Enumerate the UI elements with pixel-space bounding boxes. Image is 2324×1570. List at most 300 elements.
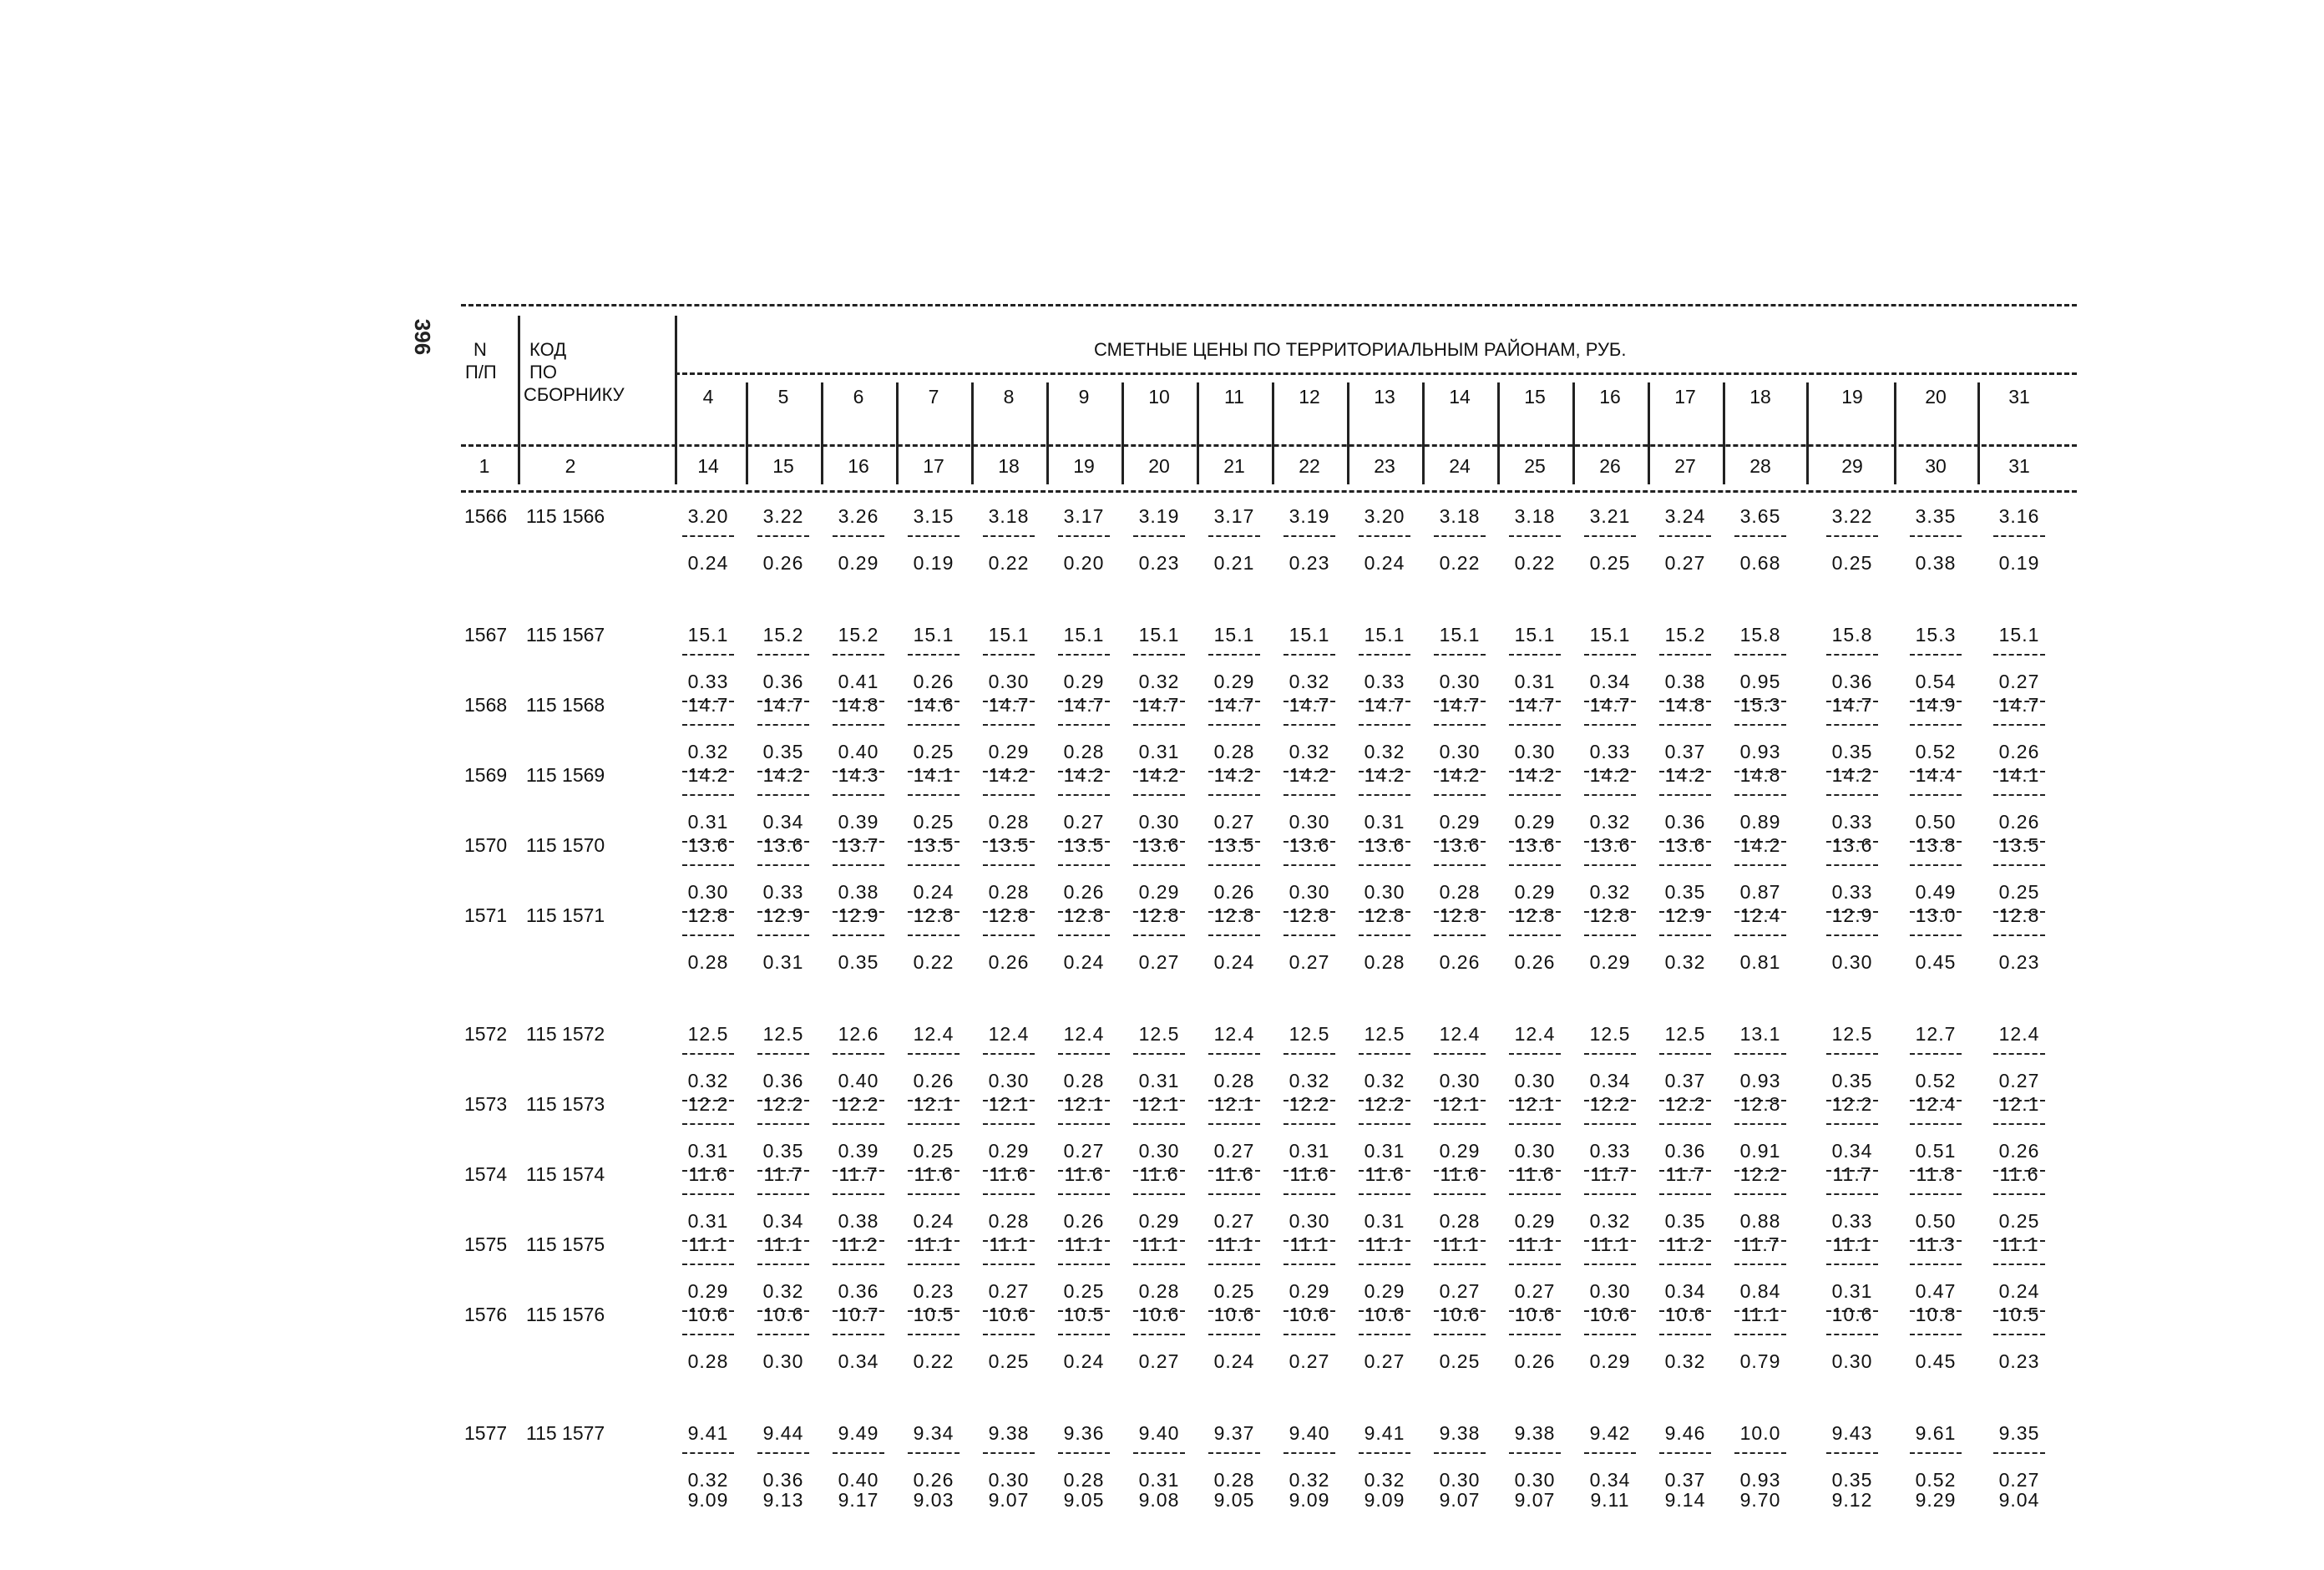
price-value: 15.3: [1915, 624, 1957, 646]
price-value: 13.0: [1915, 904, 1957, 926]
fraction-rule: [908, 1334, 959, 1335]
fraction-rule: [682, 1053, 734, 1055]
district-column-number: 15: [1524, 386, 1546, 408]
price-sub-value: 0.31: [1364, 1210, 1405, 1232]
price-sub-value: 0.29: [1063, 671, 1105, 692]
price-value: 3.18: [988, 505, 1030, 527]
district-column-number: 11: [1224, 386, 1244, 408]
fraction-rule: [1284, 654, 1335, 656]
row-code: 115 1567: [526, 624, 605, 646]
price-sub-value: 0.27: [1998, 671, 2040, 692]
fraction-rule: [1826, 794, 1878, 796]
price-sub-value: 0.27: [1063, 1140, 1105, 1162]
district-col-divider: [1422, 382, 1425, 484]
price-sub-value: 0.24: [1998, 1280, 2040, 1302]
price-value: 12.6: [838, 1023, 879, 1045]
district-col-divider: [896, 382, 899, 484]
fraction-rule: [983, 654, 1035, 656]
fraction-rule: [1434, 654, 1486, 656]
title-under-rule: [675, 372, 2077, 375]
fraction-rule: [908, 864, 959, 866]
price-sub-value: 0.93: [1739, 1070, 1781, 1091]
district-column-number: 19: [1841, 386, 1863, 408]
fraction-rule: [1509, 1264, 1561, 1265]
price-value: 12.9: [838, 904, 879, 926]
fraction-rule: [1910, 1452, 1962, 1454]
price-sub-value: 0.38: [838, 1210, 879, 1232]
fraction-rule: [1659, 1452, 1711, 1454]
price-sub-value: 0.36: [1664, 811, 1706, 833]
price-sub-value: 0.24: [687, 552, 729, 574]
price-value: 12.7: [1915, 1023, 1957, 1045]
price-sub-value: 0.28: [988, 1210, 1030, 1232]
price-value: 9.46: [1664, 1422, 1706, 1444]
fraction-rule: [1584, 654, 1636, 656]
price-sub-value: 0.25: [1831, 552, 1873, 574]
fraction-rule: [1359, 1053, 1410, 1055]
fraction-rule: [1910, 1053, 1962, 1055]
fraction-rule: [1910, 794, 1962, 796]
price-value: 15.1: [1364, 624, 1405, 646]
fraction-rule: [1058, 1193, 1110, 1195]
price-value: 11.1: [914, 1233, 954, 1255]
index-column-number: 30: [1925, 455, 1947, 477]
fraction-rule: [1284, 1264, 1335, 1265]
price-value: 15.1: [1998, 624, 2040, 646]
fraction-rule: [983, 535, 1035, 537]
price-sub-value: 0.30: [988, 1469, 1030, 1491]
price-sub-value: 0.28: [1439, 881, 1481, 903]
price-value: 3.24: [1664, 505, 1706, 527]
price-sub-value: 0.30: [1364, 881, 1405, 903]
fraction-rule: [1133, 535, 1185, 537]
price-sub-value: 0.28: [687, 951, 729, 973]
index-column-number: 16: [848, 455, 869, 477]
district-col-divider: [1806, 382, 1809, 484]
price-value: 12.4: [1213, 1023, 1255, 1045]
price-value: 12.2: [1831, 1093, 1873, 1115]
price-value: 12.5: [762, 1023, 804, 1045]
price-sub-value: 0.29: [1138, 1210, 1180, 1232]
price-sub-value: 0.27: [1998, 1469, 2040, 1491]
index-row-rule: [461, 444, 2077, 447]
price-sub-value: 0.32: [1364, 1469, 1405, 1491]
fraction-rule: [1133, 934, 1185, 936]
fraction-rule: [983, 1452, 1035, 1454]
price-value: 10.6: [1831, 1304, 1873, 1325]
fraction-rule: [1359, 864, 1410, 866]
price-value: 12.9: [1664, 904, 1706, 926]
price-sub-value: 0.31: [1364, 811, 1405, 833]
price-sub-value: 0.36: [762, 1070, 804, 1091]
price-value: 11.2: [838, 1233, 878, 1255]
price-sub-value: 0.28: [1063, 741, 1105, 762]
district-column-number: 8: [1003, 386, 1015, 408]
price-value: 3.26: [838, 505, 879, 527]
price-value: 14.7: [1998, 694, 2040, 716]
price-sub-value: 0.31: [1831, 1280, 1873, 1302]
fraction-rule: [1910, 934, 1962, 936]
fraction-rule: [1133, 1053, 1185, 1055]
price-value: 15.1: [687, 624, 729, 646]
fraction-rule: [1359, 654, 1410, 656]
price-sub-value: 0.32: [1138, 671, 1180, 692]
fraction-rule: [682, 1452, 734, 1454]
row-code: 115 1566: [526, 505, 605, 527]
fraction-rule: [1359, 1452, 1410, 1454]
price-value: 10.5: [1063, 1304, 1105, 1325]
index-column-number: 28: [1749, 455, 1771, 477]
price-value: 14.2: [687, 764, 729, 786]
price-sub-value: 0.25: [1998, 881, 2040, 903]
district-column-number: 4: [702, 386, 714, 408]
price-sub-value: 0.30: [1439, 671, 1481, 692]
price-value: 15.1: [1138, 624, 1180, 646]
fraction-rule: [1058, 1123, 1110, 1125]
price-value: 13.6: [1364, 834, 1405, 856]
fraction-rule: [1584, 1452, 1636, 1454]
price-sub-value: 0.34: [1589, 1070, 1631, 1091]
price-sub-value: 0.28: [1364, 951, 1405, 973]
price-value: 9.37: [1213, 1422, 1255, 1444]
price-sub-value: 0.27: [1213, 1210, 1255, 1232]
price-sub-value: 0.24: [1213, 1350, 1255, 1372]
price-sub-value: 0.34: [762, 811, 804, 833]
price-sub-value: 0.27: [1664, 552, 1706, 574]
fraction-rule: [833, 1334, 884, 1335]
price-value: 12.5: [1364, 1023, 1405, 1045]
fraction-rule: [757, 1193, 809, 1195]
price-sub-value: 0.34: [762, 1210, 804, 1232]
price-value: 3.17: [1063, 505, 1105, 527]
price-sub-value: 0.29: [1138, 881, 1180, 903]
price-value: 14.2: [1439, 764, 1481, 786]
price-value: 9.17: [838, 1489, 879, 1511]
price-value: 15.1: [1213, 624, 1255, 646]
price-value: 14.2: [1831, 764, 1873, 786]
price-value: 14.2: [1514, 764, 1556, 786]
price-value: 14.8: [1739, 764, 1781, 786]
fraction-rule: [1208, 1334, 1260, 1335]
fraction-rule: [833, 864, 884, 866]
fraction-rule: [1993, 1334, 2045, 1335]
price-sub-value: 0.30: [762, 1350, 804, 1372]
fraction-rule: [1133, 1452, 1185, 1454]
price-sub-value: 0.31: [1514, 671, 1556, 692]
fraction-rule: [1509, 794, 1561, 796]
price-sub-value: 0.34: [1589, 671, 1631, 692]
fraction-rule: [1434, 724, 1486, 726]
fraction-rule: [1826, 864, 1878, 866]
price-sub-value: 0.26: [1998, 1140, 2040, 1162]
price-value: 10.7: [838, 1304, 879, 1325]
price-value: 10.6: [762, 1304, 804, 1325]
price-value: 10.5: [913, 1304, 954, 1325]
row-number: 1573: [464, 1093, 508, 1115]
price-sub-value: 0.32: [1589, 1210, 1631, 1232]
price-sub-value: 0.38: [1915, 552, 1957, 574]
price-sub-value: 0.25: [913, 1140, 954, 1162]
fraction-rule: [757, 1053, 809, 1055]
price-value: 9.38: [1514, 1422, 1556, 1444]
price-sub-value: 0.28: [1138, 1280, 1180, 1302]
price-sub-value: 0.23: [1998, 1350, 2040, 1372]
price-value: 14.2: [1589, 764, 1631, 786]
price-value: 11.1: [1214, 1233, 1254, 1255]
fraction-rule: [1910, 724, 1962, 726]
price-sub-value: 0.26: [988, 951, 1030, 973]
price-value: 10.5: [1998, 1304, 2040, 1325]
price-value: 14.7: [1364, 694, 1405, 716]
price-value: 9.09: [687, 1489, 729, 1511]
price-value: 13.1: [1739, 1023, 1781, 1045]
price-sub-value: 0.88: [1739, 1210, 1781, 1232]
fraction-rule: [1584, 794, 1636, 796]
price-value: 12.4: [913, 1023, 954, 1045]
district-col-divider: [1197, 382, 1199, 484]
price-sub-value: 0.26: [1213, 881, 1255, 903]
fraction-rule: [1826, 1123, 1878, 1125]
fraction-rule: [1659, 1053, 1711, 1055]
fraction-rule: [682, 535, 734, 537]
price-value: 9.49: [838, 1422, 879, 1444]
price-sub-value: 0.30: [988, 671, 1030, 692]
price-sub-value: 0.27: [1289, 951, 1330, 973]
price-sub-value: 0.33: [762, 881, 804, 903]
index-column-number: 22: [1299, 455, 1320, 477]
fraction-rule: [1058, 1264, 1110, 1265]
price-value: 12.2: [1364, 1093, 1405, 1115]
price-value: 9.04: [1998, 1489, 2040, 1511]
fraction-rule: [908, 535, 959, 537]
price-sub-value: 0.36: [838, 1280, 879, 1302]
district-column-number: 14: [1449, 386, 1471, 408]
price-sub-value: 0.52: [1915, 1070, 1957, 1091]
price-value: 14.2: [1063, 764, 1105, 786]
price-sub-value: 0.22: [988, 552, 1030, 574]
index-column-number: 17: [923, 455, 944, 477]
price-sub-value: 0.29: [687, 1280, 729, 1302]
price-sub-value: 0.30: [1439, 1469, 1481, 1491]
fraction-rule: [1208, 535, 1260, 537]
row-number: 1576: [464, 1304, 508, 1325]
fraction-rule: [1058, 1334, 1110, 1335]
fraction-rule: [1434, 1264, 1486, 1265]
price-sub-value: 0.27: [988, 1280, 1030, 1302]
price-value: 13.6: [762, 834, 804, 856]
fraction-rule: [1058, 1452, 1110, 1454]
fraction-rule: [833, 794, 884, 796]
price-sub-value: 0.36: [1664, 1140, 1706, 1162]
fraction-rule: [1993, 1452, 2045, 1454]
price-value: 11.1: [1365, 1233, 1405, 1255]
fraction-rule: [1284, 1053, 1335, 1055]
price-value: 11.1: [1515, 1233, 1555, 1255]
price-sub-value: 0.30: [1289, 811, 1330, 833]
price-value: 12.4: [1439, 1023, 1481, 1045]
price-value: 3.22: [762, 505, 804, 527]
fraction-rule: [757, 654, 809, 656]
price-sub-value: 0.27: [1439, 1280, 1481, 1302]
row-code: 115 1576: [526, 1304, 605, 1325]
price-value: 11.6: [1515, 1163, 1555, 1185]
price-value: 3.65: [1739, 505, 1781, 527]
fraction-rule: [1910, 654, 1962, 656]
price-sub-value: 0.26: [1998, 811, 2040, 833]
price-value: 10.6: [988, 1304, 1030, 1325]
fraction-rule: [1734, 1264, 1786, 1265]
fraction-rule: [908, 934, 959, 936]
price-sub-value: 0.28: [1439, 1210, 1481, 1232]
fraction-rule: [1058, 724, 1110, 726]
price-value: 9.14: [1664, 1489, 1706, 1511]
district-column-number: 31: [2008, 386, 2030, 408]
price-sub-value: 0.29: [1589, 951, 1631, 973]
page-number: 396: [410, 318, 436, 356]
fraction-rule: [1284, 1334, 1335, 1335]
price-value: 9.38: [988, 1422, 1030, 1444]
price-sub-value: 0.29: [1364, 1280, 1405, 1302]
fraction-rule: [1058, 654, 1110, 656]
fraction-rule: [1910, 535, 1962, 537]
price-value: 3.20: [1364, 505, 1405, 527]
price-value: 11.6: [914, 1163, 954, 1185]
price-value: 13.6: [687, 834, 729, 856]
fraction-rule: [1133, 724, 1185, 726]
price-value: 13.6: [1439, 834, 1481, 856]
fraction-rule: [1659, 1193, 1711, 1195]
fraction-rule: [833, 535, 884, 537]
index-column-number: 21: [1223, 455, 1245, 477]
district-column-number: 18: [1749, 386, 1771, 408]
price-value: 12.8: [1589, 904, 1631, 926]
price-value: 3.22: [1831, 505, 1873, 527]
price-sub-value: 0.30: [1138, 811, 1180, 833]
price-value: 15.1: [1589, 624, 1631, 646]
price-sub-value: 0.25: [1998, 1210, 2040, 1232]
price-sub-value: 0.24: [1063, 951, 1105, 973]
price-value: 11.1: [1832, 1233, 1872, 1255]
price-value: 15.2: [762, 624, 804, 646]
price-value: 12.8: [913, 904, 954, 926]
fraction-rule: [1993, 1053, 2045, 1055]
price-sub-value: 0.25: [1589, 552, 1631, 574]
fraction-rule: [1826, 654, 1878, 656]
price-sub-value: 0.30: [988, 1070, 1030, 1091]
price-sub-value: 0.34: [838, 1350, 879, 1372]
fraction-rule: [908, 654, 959, 656]
fraction-rule: [1058, 1053, 1110, 1055]
price-sub-value: 0.33: [1831, 881, 1873, 903]
price-value: 14.2: [1364, 764, 1405, 786]
price-sub-value: 0.25: [1439, 1350, 1481, 1372]
price-value: 12.2: [1289, 1093, 1330, 1115]
fraction-rule: [1208, 864, 1260, 866]
price-value: 14.2: [1664, 764, 1706, 786]
price-value: 12.8: [1213, 904, 1255, 926]
price-value: 12.8: [1998, 904, 2040, 926]
row-number: 1570: [464, 834, 508, 856]
fraction-rule: [1434, 1452, 1486, 1454]
fraction-rule: [833, 1053, 884, 1055]
fraction-rule: [1734, 1334, 1786, 1335]
fraction-rule: [908, 1264, 959, 1265]
price-value: 12.4: [1063, 1023, 1105, 1045]
price-sub-value: 0.22: [1514, 552, 1556, 574]
price-value: 15.2: [838, 624, 879, 646]
price-value: 11.1: [1440, 1233, 1480, 1255]
price-value: 11.1: [989, 1233, 1029, 1255]
index-column-number: 26: [1599, 455, 1621, 477]
price-value: 9.41: [687, 1422, 729, 1444]
fraction-rule: [1284, 1123, 1335, 1125]
price-value: 13.5: [1998, 834, 2040, 856]
row-number: 1569: [464, 764, 508, 786]
price-value: 11.1: [1740, 1304, 1780, 1325]
fraction-rule: [757, 934, 809, 936]
price-sub-value: 0.29: [1439, 811, 1481, 833]
price-value: 14.2: [988, 764, 1030, 786]
index-column-number: 14: [697, 455, 719, 477]
header-sbornik-label: СБОРНИКУ: [524, 384, 625, 405]
price-sub-value: 0.28: [1063, 1070, 1105, 1091]
price-sub-value: 0.32: [687, 1070, 729, 1091]
price-value: 9.38: [1439, 1422, 1481, 1444]
price-sub-value: 0.24: [1213, 951, 1255, 973]
price-sub-value: 0.32: [687, 1469, 729, 1491]
price-sub-value: 0.34: [1589, 1469, 1631, 1491]
price-value: 3.19: [1138, 505, 1180, 527]
fraction-rule: [682, 864, 734, 866]
price-value: 12.9: [1831, 904, 1873, 926]
price-value: 12.8: [1439, 904, 1481, 926]
price-value: 12.2: [687, 1093, 729, 1115]
price-value: 3.35: [1915, 505, 1957, 527]
fraction-rule: [833, 934, 884, 936]
price-sub-value: 0.26: [913, 1469, 954, 1491]
price-sub-value: 0.39: [838, 1140, 879, 1162]
price-sub-value: 0.31: [1138, 741, 1180, 762]
fraction-rule: [1910, 1334, 1962, 1335]
index-column-number: 23: [1374, 455, 1395, 477]
fraction-rule: [1208, 1053, 1260, 1055]
price-sub-value: 0.31: [687, 1140, 729, 1162]
price-sub-value: 0.37: [1664, 1070, 1706, 1091]
price-sub-value: 0.40: [838, 741, 879, 762]
price-value: 13.5: [1063, 834, 1105, 856]
price-value: 12.1: [988, 1093, 1030, 1115]
price-value: 13.5: [1213, 834, 1255, 856]
fraction-rule: [1734, 934, 1786, 936]
price-value: 9.42: [1589, 1422, 1631, 1444]
price-sub-value: 0.35: [1831, 741, 1873, 762]
fraction-rule: [1359, 724, 1410, 726]
price-value: 9.09: [1364, 1489, 1405, 1511]
price-value: 14.7: [1289, 694, 1330, 716]
price-sub-value: 0.91: [1739, 1140, 1781, 1162]
fraction-rule: [1910, 864, 1962, 866]
price-value: 9.35: [1998, 1422, 2040, 1444]
price-sub-value: 0.25: [1213, 1280, 1255, 1302]
fraction-rule: [1359, 1123, 1410, 1125]
district-col-divider: [746, 382, 748, 484]
price-sub-value: 0.31: [1289, 1140, 1330, 1162]
row-code: 115 1572: [526, 1023, 605, 1045]
price-sub-value: 0.39: [838, 811, 879, 833]
price-sub-value: 0.27: [1213, 1140, 1255, 1162]
price-sub-value: 0.45: [1915, 1350, 1957, 1372]
fraction-rule: [1434, 934, 1486, 936]
